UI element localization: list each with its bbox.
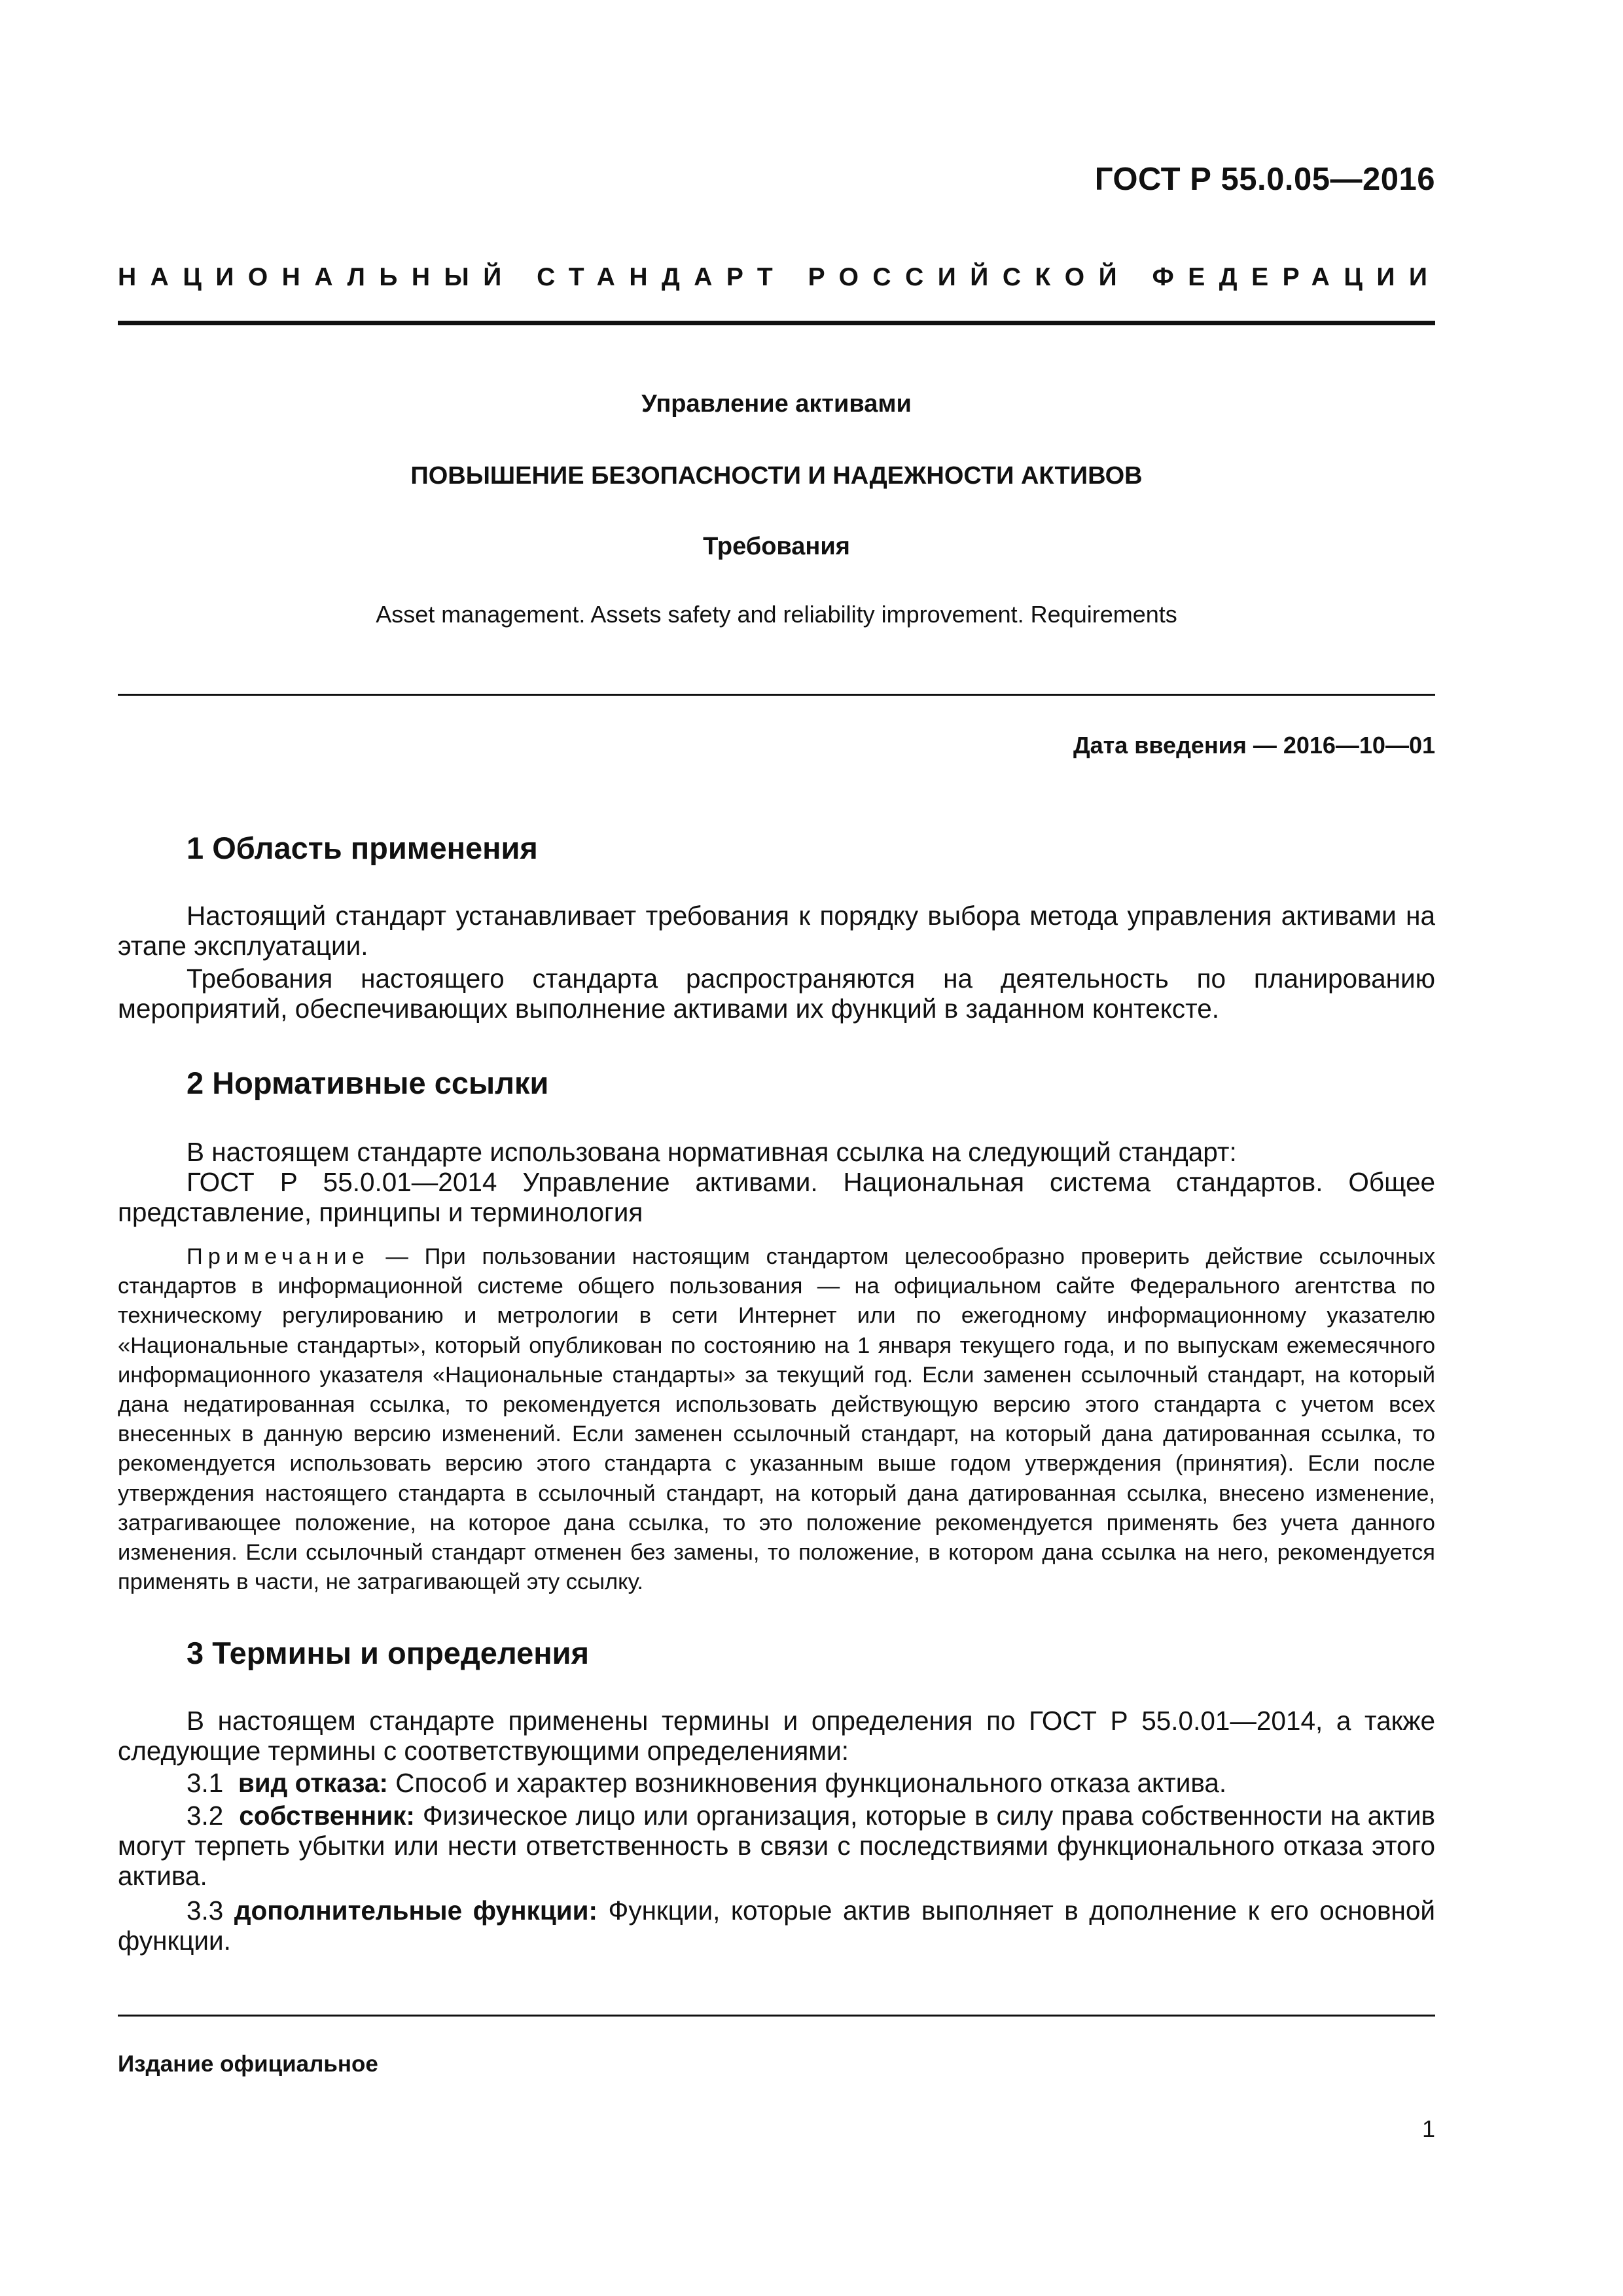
introduction-date: Дата введения — 2016—10—01 [1073,732,1435,759]
note-label: Примечание [187,1244,370,1269]
title-line-2: ПОВЫШЕНИЕ БЕЗОПАСНОСТИ И НАДЕЖНОСТИ АКТИВОВ [410,462,1143,490]
section-2-note [118,1242,1435,1597]
edition-label: Издание официальное [118,2051,378,2077]
term-name: собственник: [239,1801,415,1831]
term-3-3 [118,1895,1435,1956]
section-1-paragraph-2: Требования настоящего стандарта распространяются на деятельность по планированию мероприятий, обеспечивающих выполнение активами их функций в заданном контексте. [118,963,1435,1024]
section-3-intro: В настоящем стандарте применены термины и определения по ГОСТ Р 55.0.01—2014, а также следующие термины с соответствующими определениями: [118,1706,1435,1766]
section-1-paragraph-1: Настоящий стандарт устанавливает требования к порядку выбора метода управления активами на этапе эксплуатации. [118,901,1435,961]
term-definition: Способ и характер возникновения функционального отказа актива. [388,1768,1227,1798]
term-number: 3.1 [187,1768,224,1798]
term-number: 3.3 [187,1895,224,1926]
section-2-heading: 2 Нормативные ссылки [187,1066,549,1100]
footer-divider [118,2015,1435,2017]
section-3-heading: 3 Термины и определения [187,1636,589,1670]
section-2-paragraph-1: В настоящем стандарте использована нормативная ссылка на следующий стандарт: [187,1137,1237,1167]
term-name: вид отказа: [238,1768,389,1798]
national-standard-banner: НАЦИОНАЛЬНЫЙ СТАНДАРТ РОССИЙСКОЙ ФЕДЕРАЦИИ [118,263,1442,291]
term-definition: Физическое лицо или организация, которые в силу права собственности на актив могут терпеть убытки или нести ответственность в связи с последствиями функционального отказа этого актива. [118,1801,1435,1891]
term-3-1 [118,1768,1435,1798]
title-line-1: Управление активами [641,390,912,418]
document-code: ГОСТ Р 55.0.05—2016 [1094,162,1435,197]
section-2-paragraph-2: ГОСТ Р 55.0.01—2014 Управление активами. Национальная система стандартов. Общее представление, принципы и терминология [118,1167,1435,1227]
page-number: 1 [1421,2115,1435,2142]
term-number: 3.2 [187,1801,224,1831]
header-divider [118,321,1435,325]
term-definition: Функции, которые актив выполняет в дополнение к его основной функции. [118,1895,1435,1956]
english-title: Asset management. Assets safety and reliability improvement. Requirements [376,601,1177,628]
title-divider [118,694,1435,696]
term-name: дополнительные функции: [234,1895,597,1926]
term-3-2 [118,1801,1435,1891]
title-line-3: Требования [703,533,850,560]
section-1-heading: 1 Область применения [187,831,538,865]
note-text: — При пользовании настоящим стандартом целесообразно проверить действие ссылочных стандартов в информационной системе общего пользования — на официальном сайте Федерального агентства по техническому регулированию и метрологии в сети Интернет или по ежегодному информационному указателю «Национальные стандарты», который опубликован по состоянию на 1 января текущего года, и по выпускам ежемесячного информационного указателя «Национальные стандарты» за текущий год. Если заменен ссылочный стандарт, на который дана недатированная ссылка, то рекомендуется использовать действующую версию этого стандарта с учетом всех внесенных в данную версию изменений. Если заменен ссылочный стандарт, на который дана датированная ссылка, то рекомендуется использовать версию этого стандарта с указанным выше годом утверждения (принятия). Если после утверждения настоящего стандарта в ссылочный стандарт, на который дана датированная ссылка, внесено изменение, затрагивающее положение, на которое дана ссылка, то это положение рекомендуется применять без учета данного изменения. Если ссылочный стандарт отменен без замены, то положение, в котором дана ссылка на него, рекомендуется применять в части, не затрагивающей эту ссылку. [118,1244,1435,1595]
